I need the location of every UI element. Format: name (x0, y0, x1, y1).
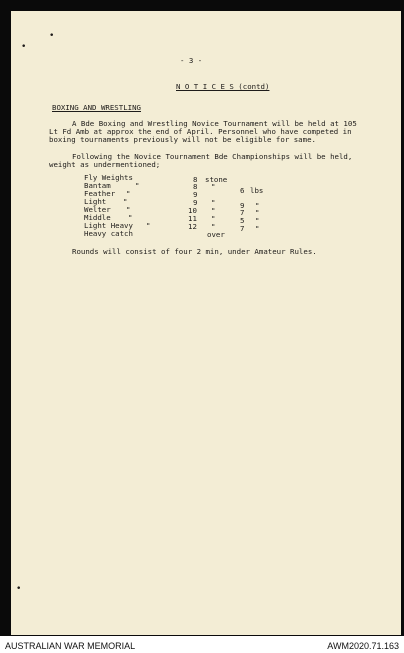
para1-line: A Bde Boxing and Wrestling Novice Tournament will be held at 105 (72, 119, 357, 128)
weight-pounds-unit: lbs (250, 186, 264, 195)
weight-class-ditto: " (146, 221, 151, 230)
weight-pounds-unit: " (255, 201, 260, 210)
rounds-note: Rounds will consist of four 2 min, under Amateur Rules. (72, 247, 317, 256)
weight-class: Welter (84, 205, 111, 214)
punch-hole-mark: • (49, 31, 55, 41)
para2-line: Following the Novice Tournament Bde Championships will be held, (72, 152, 353, 161)
weight-class: Middle (84, 213, 111, 222)
weight-class: Feather (84, 189, 116, 198)
weight-pounds-unit: " (255, 208, 260, 217)
weight-class: Heavy catch (84, 229, 133, 238)
weight-pounds: 6 (240, 186, 245, 195)
weight-class-ditto: " (135, 181, 140, 190)
weight-class-ditto: " (128, 213, 133, 222)
weight-stone-unit: " (211, 222, 216, 231)
weight-pounds: 7 (240, 208, 245, 217)
weight-pounds-unit: " (255, 224, 260, 233)
punch-hole-mark: • (16, 584, 22, 594)
weight-stone-unit: stone (205, 175, 228, 184)
weight-stone: 8 (193, 182, 198, 191)
weight-stone-unit: over (207, 230, 225, 239)
weight-pounds: 7 (240, 224, 245, 233)
weight-stone: 9 (193, 190, 198, 199)
weight-pounds-unit: " (255, 216, 260, 225)
weight-class: Light (84, 197, 107, 206)
weight-stone-unit: " (211, 182, 216, 191)
weight-stone: 8 (193, 175, 198, 184)
weight-stone: 12 (188, 222, 197, 231)
para1-line: boxing tournaments previously will not be eligible for same. (49, 135, 316, 144)
weight-stone: 10 (188, 206, 197, 215)
punch-hole-mark: • (21, 42, 27, 52)
para1-line: Lt Fd Amb at approx the end of April. Personnel who have competed in (49, 127, 352, 136)
weight-stone-unit: " (211, 206, 216, 215)
weight-stone: 11 (188, 214, 197, 223)
footer-institution: AUSTRALIAN WAR MEMORIAL (5, 641, 136, 651)
page-heading: N O T I C E S (contd) (176, 82, 270, 91)
weight-class-ditto: " (126, 189, 131, 198)
weight-pounds: 5 (240, 216, 245, 225)
weight-stone: 9 (193, 198, 198, 207)
page-number: - 3 - (180, 56, 203, 65)
weight-class: Light Heavy (84, 221, 133, 230)
weight-class-ditto: " (123, 197, 128, 206)
weight-class: Fly Weights (84, 173, 133, 182)
para2-line: weight as undermentioned; (49, 160, 161, 169)
weight-class-ditto: " (126, 205, 131, 214)
weight-stone-unit: " (211, 198, 216, 207)
weight-pounds: 9 (240, 201, 245, 210)
document-page (11, 11, 401, 635)
section-title: BOXING AND WRESTLING (52, 103, 141, 112)
footer-bar (0, 638, 404, 653)
weight-stone-unit: " (211, 214, 216, 223)
weight-class: Bantam (84, 181, 111, 190)
footer-accession-number: AWM2020.71.163 (327, 641, 399, 651)
